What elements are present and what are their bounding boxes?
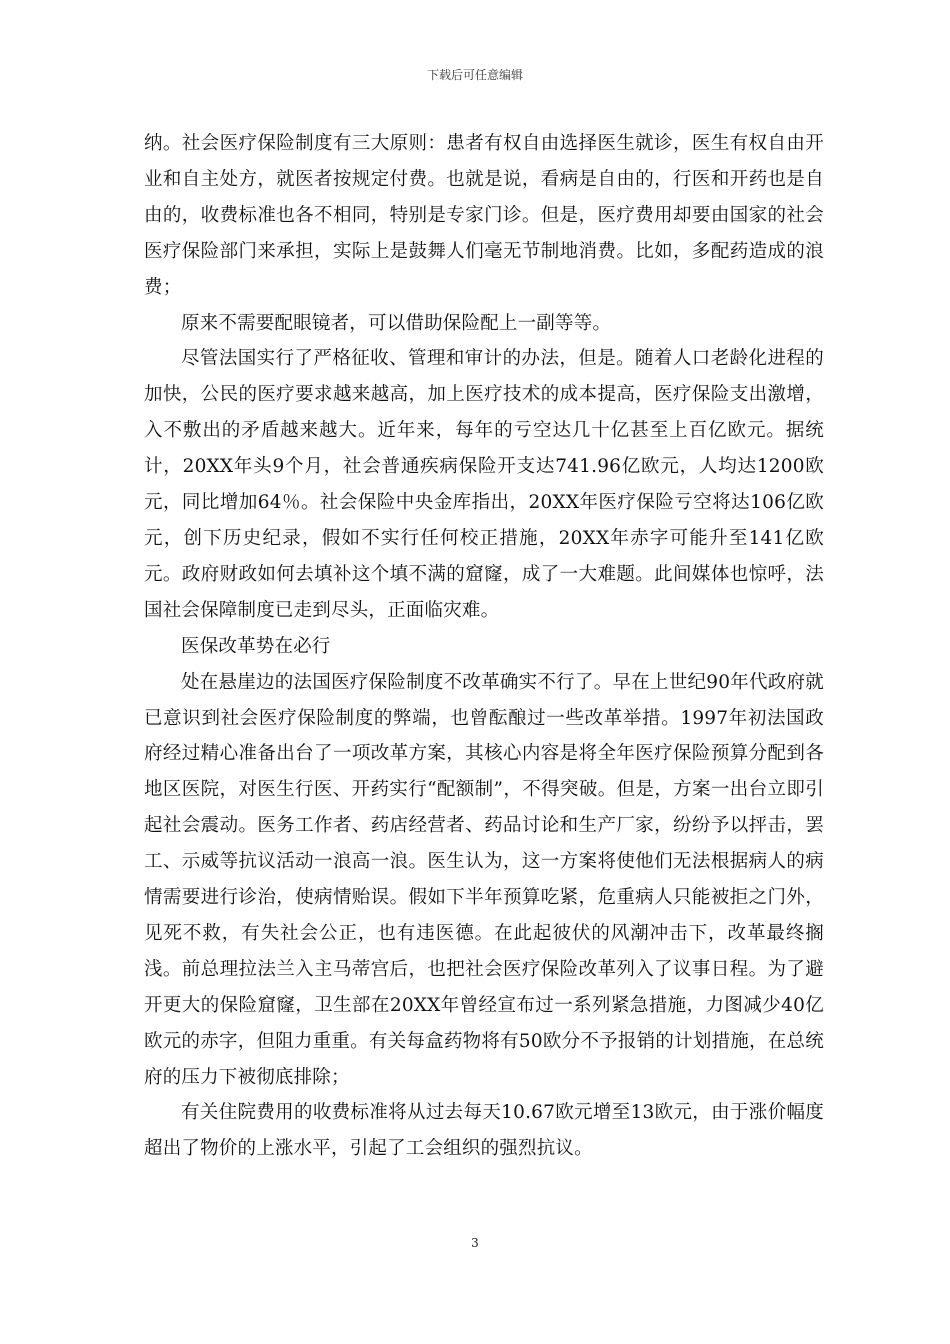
page-header: 下载后可任意编辑 — [426, 68, 523, 82]
paragraph: 有关住院费用的收费标准将从过去每天10.67欧元增至13欧元，由于涨价幅度超出了物价的上涨水平，引起了工会组织的强烈抗议。 — [144, 1102, 824, 1160]
paragraph: 尽管法国实行了严格征收、管理和审计的办法，但是。随着人口老龄化进程的加快，公民的医疗要求越来越高，加上医疗技术的成本提高，医疗保险支出激增，入不敷出的矛盾越来越大。近年来，每年的亏空达几十亿甚至上百亿欧元。据统计，20XX年头9个月，社会普通疾病保险开支达741.96亿欧元，人均达1200欧元，同比增加64％。社会保险中央金库指出，20XX年医疗保险亏空将达106亿欧元，创下历史纪录，假如不实行任何校正措施，20XX年赤字可能升至141亿欧元。政府财政如何去填补这个填不满的窟窿，成了一大难题。此间媒体也惊呼，法国社会保障制度已走到尽头，正面临灾难。 — [144, 348, 824, 621]
paragraph: 处在悬崖边的法国医疗保险制度不改革确实不行了。早在上世纪90年代政府就已意识到社会医疗保险制度的弊端，也曾酝酿过一些改革举措。1997年初法国政府经过精心准备出台了一项改革方案，其核心内容是将全年医疗保险预算分配到各地区医院，对医生行医、开药实行“配额制”，不得突破。但是，方案一出台立即引起社会震动。医务工作者、药店经营者、药品讨论和生产厂家，纷纷予以抨击，罢工、示威等抗议活动一浪高一浪。医生认为，这一方案将使他们无法根据病人的病情需要进行诊治，使病情贻误。假如下半年预算吃紧，危重病人只能被拒之门外，见死不救，有失社会公正，也有违医德。在此起彼伏的风潮冲击下，改革最终搁浅。前总理拉法兰入主马蒂宫后，也把社会医疗保险改革列入了议事日程。为了避开更大的保险窟窿，卫生部在20XX年曾经宣布过一系列紧急措施，力图减少40亿欧元的赤字，但阻力重重。有关每盒药物将有50欧分不予报销的计划措施，在总统府的压力下被彻底排除； — [144, 671, 824, 1088]
page-number: 3 — [471, 1236, 479, 1250]
document-body — [144, 126, 824, 1167]
paragraph: 原来不需要配眼镜者，可以借助保险配上一副等等。 — [181, 312, 612, 334]
section-heading: 医保改革势在必行 — [181, 635, 331, 657]
paragraph-continued: 纳。社会医疗保险制度有三大原则：患者有权自由选择医生就诊，医生有权自由开业和自主处方，就医者按规定付费。也就是说，看病是自由的，行医和开药也是自由的，收费标准也各不相同，特别是专家门诊。但是，医疗费用却要由国家的社会医疗保险部门来承担，实际上是鼓舞人们毫无节制地消费。比如，多配药造成的浪费； — [144, 133, 824, 298]
